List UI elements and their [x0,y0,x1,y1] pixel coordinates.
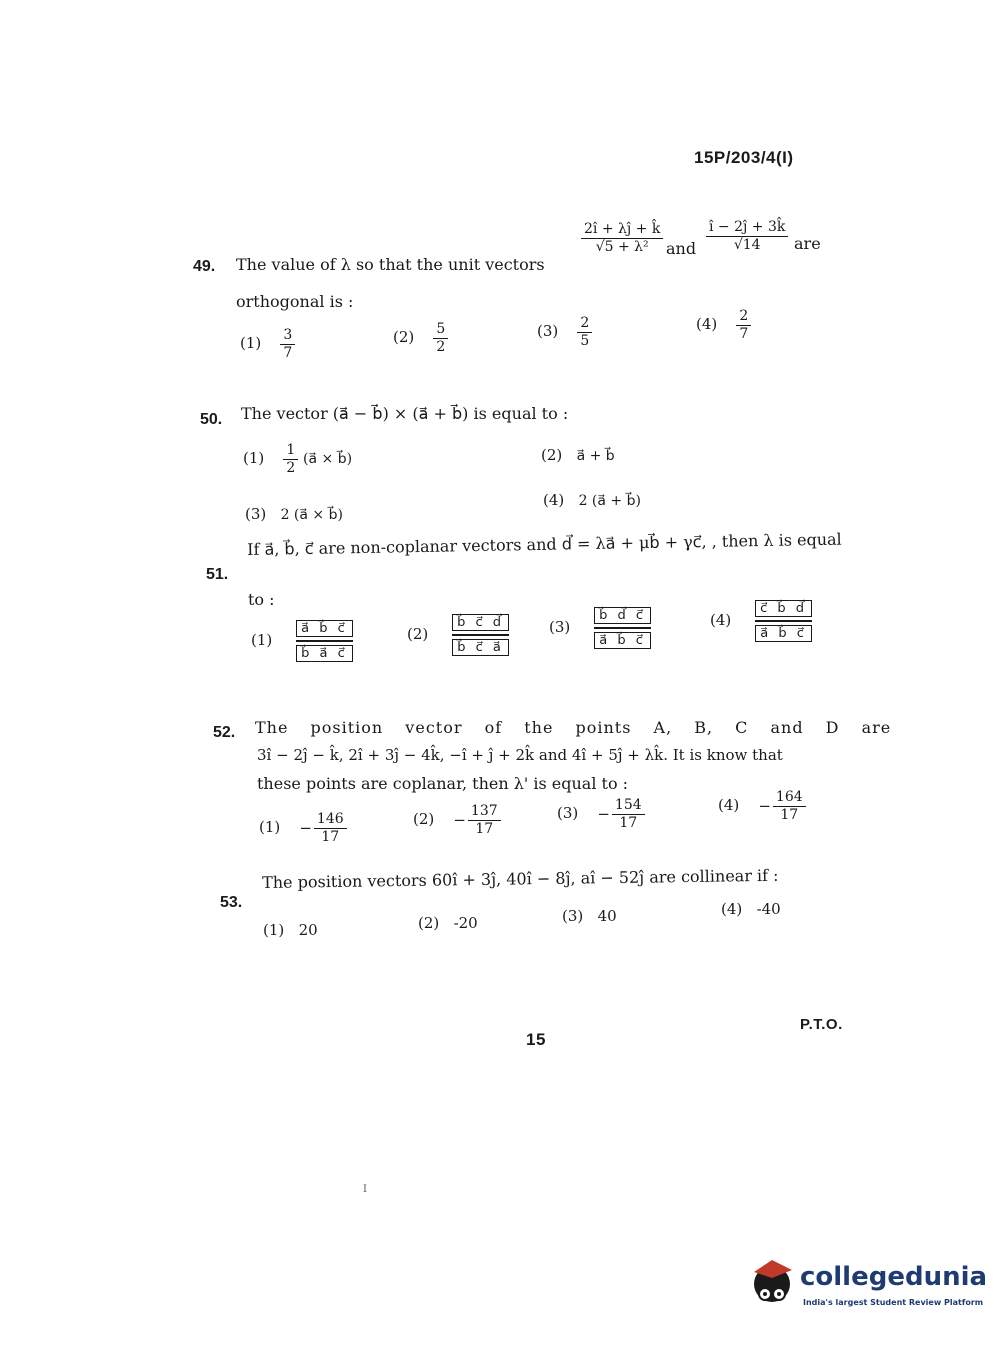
question-text-continued: to : [248,590,275,609]
question-number: 53. [220,894,243,911]
question-number: 51. [206,566,229,583]
option-2[interactable]: (2) a⃗ + b⃗ [541,446,615,464]
question-text-continued: orthogonal is : [236,292,354,311]
option-3[interactable]: (3) $\frac{2}{5}$ [537,316,592,348]
option-2[interactable]: (2) $\frac{5}{2}$ [393,322,448,354]
option-1[interactable]: (1) $\frac{1}{2}$ (a⃗ × b⃗) [243,442,353,476]
page-number: 15 [526,1030,546,1049]
question-text: The value of λ so that the unit vectors [236,255,545,274]
option-4[interactable]: (4) $\frac{2}{7}$ [696,309,751,341]
option-2[interactable]: (2) -20 [418,914,478,932]
option-4[interactable]: (4) 2 (a⃗ + b⃗) [543,491,641,509]
option-3[interactable]: (3) $\frac{b⃗ d⃗ c⃗}{a⃗ b⃗ c⃗}$ [549,607,651,649]
question-text: If a⃗, b⃗, c⃗ are non-coplanar vectors and d⃗ = λa⃗ + μb⃗ + γc⃗, , then λ is equal [247,529,842,559]
brand-tagline: India's largest Student Review Platform [803,1298,984,1307]
paper-code: 15P/203/4(I) [694,148,794,167]
option-1[interactable]: (1) $\frac{a⃗ b⃗ c⃗}{b⃗ a⃗ c⃗}$ [251,620,353,662]
question-text: The position vectors 60î + 3ĵ, 40î − 8ĵ, aî − 52ĵ are collinear if : [262,865,779,892]
option-1[interactable]: (1) 20 [263,921,318,939]
vector-2-fraction: $\frac{î - 2ĵ + 3k̂}{√14}$ [706,220,788,252]
option-2[interactable]: (2) $\frac{b⃗ c⃗ d⃗}{b⃗ c⃗ a⃗}$ [407,614,509,656]
question-number: 49. [193,258,216,275]
and-text: and [666,239,697,258]
question-text-line-2: 3î − 2ĵ − k̂, 2î + 3ĵ − 4k̂, −î + ĵ + 2k̂ and 4î + 5ĵ + λk̂. It is know that [257,746,783,764]
option-1[interactable]: (1) $\frac{3}{7}$ [240,328,295,360]
option-4[interactable]: (4) − $\frac{164}{17}$ [718,790,806,822]
question-text-line-3: these points are coplanar, then λ' is equal to : [257,774,629,793]
pto-text: P.T.O. [800,1016,843,1033]
question-text-line-1: The position vector of the points A, B, C and D are [255,718,892,737]
question-number: 50. [200,411,223,428]
question-number: 52. [213,724,236,741]
option-4[interactable]: (4) $\frac{c⃗ b⃗ d⃗}{a⃗ b⃗ c⃗}$ [710,600,812,642]
option-4[interactable]: (4) -40 [721,900,781,918]
option-3[interactable]: (3) 40 [562,907,617,925]
brand-logo-text: collegedunia [800,1262,988,1292]
vector-1-fraction: $\frac{2î + \lambda ĵ + k̂}{\text{√5 + λ²}}$ [581,222,663,254]
option-1[interactable]: (1) − $\frac{146}{17}$ [259,812,347,844]
option-3[interactable]: (3) − $\frac{154}{17}$ [557,798,645,830]
stray-mark: I [363,1184,367,1195]
are-text: are [794,234,821,253]
option-3[interactable]: (3) 2 (a⃗ × b⃗) [245,505,343,523]
mascot-icon [742,1250,802,1310]
question-text: The vector (a⃗ − b⃗) × (a⃗ + b⃗) is equal to : [241,404,569,423]
option-2[interactable]: (2) − $\frac{137}{17}$ [413,804,501,836]
